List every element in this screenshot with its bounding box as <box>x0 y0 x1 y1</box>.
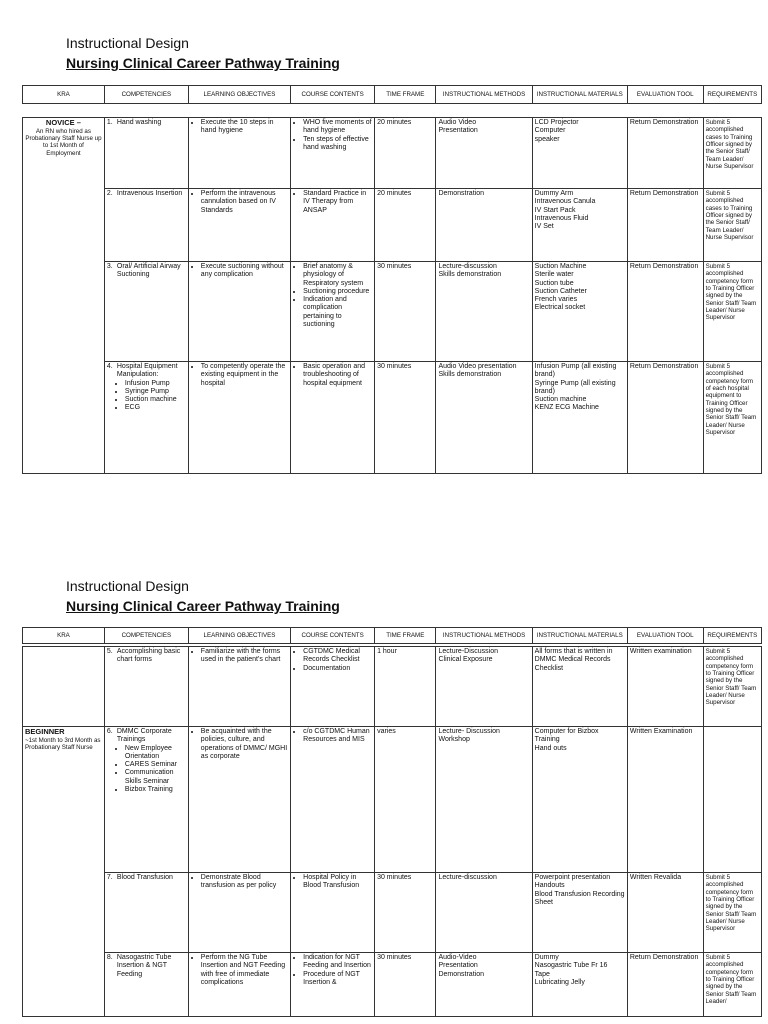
methods-cell: Audio Video Presentation <box>436 118 532 189</box>
column-header-instructional-methods: INSTRUCTIONAL METHODS <box>436 86 532 104</box>
objectives-cell: • Demonstrate Blood transfusion as per policy <box>188 873 290 953</box>
column-header-time-frame: TIME FRAME <box>375 86 436 104</box>
table-row <box>23 727 762 873</box>
contents-cell: • c/o CGTDMC Human Resources and MIS <box>291 727 375 873</box>
contents-cell: • Basic operation and troubleshooting of hospital equipment <box>291 362 375 474</box>
kra-title: NOVICE – <box>45 118 81 127</box>
column-header-competencies: COMPETENCIES <box>104 86 188 104</box>
methods-cell: Lecture-Discussion Clinical Exposure <box>436 647 532 727</box>
materials-cell: Dummy Arm Intravenous Canula IV Start Pack Intravenous Fluid IV Set <box>532 189 627 262</box>
column-header-learning-objectives: LEARNING OBJECTIVES <box>188 628 290 644</box>
time-cell: 20 minutes <box>375 118 436 189</box>
objectives-cell: • Execute suctioning without any complication <box>188 262 290 362</box>
column-header-learning-objectives: LEARNING OBJECTIVES <box>188 86 290 104</box>
materials-cell: Computer for Bizbox Training Hand outs <box>532 727 627 873</box>
column-header-instructional-methods: INSTRUCTIONAL METHODS <box>436 628 532 644</box>
requirements-cell: Submit 5 accomplished competency form to Training Officer signed by the Senior Staff/ Team Leader/ Nurse Supervisor <box>703 873 761 953</box>
column-header-course-contents: COURSE CONTENTS <box>291 86 375 104</box>
kra-title: BEGINNER <box>25 727 65 736</box>
time-cell: 30 minutes <box>375 953 436 1017</box>
document-subtitle: Nursing Clinical Career Pathway Training <box>66 598 340 614</box>
novice-table <box>22 117 762 474</box>
table-row <box>23 262 762 362</box>
evaluation-cell: Return Demonstration <box>627 953 703 1017</box>
column-header-evaluation-tool: EVALUATION TOOL <box>627 628 703 644</box>
evaluation-cell: Return Demonstration <box>627 262 703 362</box>
column-header-instructional-materials: INSTRUCTIONAL MATERIALS <box>532 628 627 644</box>
competency-cell: 4. Hospital Equipment Manipulation: • Infusion Pump • Syringe Pump • Suction machine • ECG <box>104 362 188 474</box>
kra-novice <box>23 118 105 474</box>
evaluation-cell: Return Demonstration <box>627 362 703 474</box>
evaluation-cell: Written examination <box>627 647 703 727</box>
time-cell: varies <box>375 727 436 873</box>
objectives-cell: • Familiarize with the forms used in the patient's chart <box>188 647 290 727</box>
beginner-table <box>22 646 762 1017</box>
requirements-cell <box>703 727 761 873</box>
kra-description: ~1st Month to 3rd Month as Probationary Staff Nurse <box>25 736 101 752</box>
column-header-kra: KRA <box>23 86 105 104</box>
objectives-cell: • Be acquainted with the policies, culture, and operations of DMMC/ MGHI as corporate <box>188 727 290 873</box>
time-cell: 20 minutes <box>375 189 436 262</box>
column-header-competencies: COMPETENCIES <box>104 628 188 644</box>
materials-cell: LCD Projector Computer speaker <box>532 118 627 189</box>
requirements-cell: Submit 5 accomplished competency form to Training Officer signed by the Senior Staff/ Team Leader/ <box>703 953 761 1017</box>
competency-cell: 7. Blood Transfusion <box>104 873 188 953</box>
column-header-requirements: REQUIREMENTS <box>703 628 761 644</box>
column-header-table <box>22 627 762 644</box>
table-row <box>23 189 762 262</box>
document-subtitle: Nursing Clinical Career Pathway Training <box>66 55 340 71</box>
contents-cell: • Indication for NGT Feeding and Insertion • Procedure of NGT Insertion & <box>291 953 375 1017</box>
competency-cell: 8. Nasogastric Tube Insertion & NGT Feeding <box>104 953 188 1017</box>
materials-cell: All forms that is written in DMMC Medical Records Checklist <box>532 647 627 727</box>
materials-cell: Suction Machine Sterile water Suction tube Suction Catheter French varies Electrical socket <box>532 262 627 362</box>
evaluation-cell: Return Demonstration <box>627 118 703 189</box>
contents-cell: • Standard Practice in IV Therapy from ANSAP <box>291 189 375 262</box>
objectives-cell: • Perform the intravenous cannulation based on IV Standards <box>188 189 290 262</box>
column-header-kra: KRA <box>23 628 105 644</box>
requirements-cell: Submit 5 accomplished competency form to Training Officer signed by the Senior Staff/ Team Leader/ Nurse Supervisor <box>703 262 761 362</box>
evaluation-cell: Written Examination <box>627 727 703 873</box>
competency-cell: 3. Oral/ Artificial Airway Suctioning <box>104 262 188 362</box>
requirements-cell: Submit 5 accomplished competency form to Training Officer signed by the Senior Staff/ Team Leader/ Nurse Supervisor <box>703 647 761 727</box>
evaluation-cell: Return Demonstration <box>627 189 703 262</box>
kra-description: An RN who hired as Probationary Staff Nurse up to 1st Month of Employment <box>25 127 102 157</box>
table-row <box>23 873 762 953</box>
methods-cell: Lecture-discussion <box>436 873 532 953</box>
contents-cell: • Hospital Policy in Blood Transfusion <box>291 873 375 953</box>
materials-cell: Powerpoint presentation Handouts Blood Transfusion Recording Sheet <box>532 873 627 953</box>
competency-cell: 6. DMMC Corporate Trainings • New Employee Orientation • CARES Seminar • Communication Skills Seminar • Bizbox Training <box>104 727 188 873</box>
requirements-cell: Submit 5 accomplished competency form of each hospital equipment to Training Officer signed by the Senior Staff/ Team Leader/ Nurse Supervisor <box>703 362 761 474</box>
materials-cell: Dummy Nasogastric Tube Fr 16 Tape Lubricating Jelly <box>532 953 627 1017</box>
time-cell: 30 minutes <box>375 362 436 474</box>
evaluation-cell: Written Revalida <box>627 873 703 953</box>
methods-cell: Audio-Video Presentation Demonstration <box>436 953 532 1017</box>
objectives-cell: • Perform the NG Tube Insertion and NGT Feeding with free of immediate complications <box>188 953 290 1017</box>
column-header-time-frame: TIME FRAME <box>375 628 436 644</box>
requirements-cell: Submit 5 accomplished cases to Training Officer signed by the Senior Staff/ Team Leader/ Nurse Supervisor <box>703 189 761 262</box>
requirements-cell: Submit 5 accomplished cases to Training Officer signed by the Senior Staff/ Team Leader/ Nurse Supervisor <box>703 118 761 189</box>
methods-cell: Lecture-discussion Skills demonstration <box>436 262 532 362</box>
kra-beginner <box>23 727 105 1017</box>
methods-cell: Demonstration <box>436 189 532 262</box>
document-title: Instructional Design <box>66 578 189 594</box>
contents-cell: • Brief anatomy & physiology of Respiratory system • Suctioning procedure • Indication and complication pertaining to suctioning <box>291 262 375 362</box>
competency-cell: 1. Hand washing <box>104 118 188 189</box>
competency-cell: 5. Accomplishing basic chart forms <box>104 647 188 727</box>
objectives-cell: • To competently operate the existing equipment in the hospital <box>188 362 290 474</box>
table-row <box>23 953 762 1017</box>
objectives-cell: • Execute the 10 steps in hand hygiene <box>188 118 290 189</box>
column-header-instructional-materials: INSTRUCTIONAL MATERIALS <box>532 86 627 104</box>
column-header-table <box>22 85 762 104</box>
table-row <box>23 647 762 727</box>
methods-cell: Lecture- Discussion Workshop <box>436 727 532 873</box>
competency-cell: 2. Intravenous Insertion <box>104 189 188 262</box>
materials-cell: Infusion Pump (all existing brand) Syringe Pump (all existing brand) Suction machine KENZ ECG Machine <box>532 362 627 474</box>
column-header-requirements: REQUIREMENTS <box>703 86 761 104</box>
contents-cell: • CGTDMC Medical Records Checklist • Documentation <box>291 647 375 727</box>
column-header-course-contents: COURSE CONTENTS <box>291 628 375 644</box>
time-cell: 30 minutes <box>375 262 436 362</box>
kra-empty-cell <box>23 647 105 727</box>
methods-cell: Audio Video presentation Skills demonstration <box>436 362 532 474</box>
document-title: Instructional Design <box>66 35 189 51</box>
contents-cell: • WHO five moments of hand hygiene • Ten steps of effective hand washing <box>291 118 375 189</box>
time-cell: 1 hour <box>375 647 436 727</box>
time-cell: 30 minutes <box>375 873 436 953</box>
table-row <box>23 362 762 474</box>
column-header-evaluation-tool: EVALUATION TOOL <box>627 86 703 104</box>
table-row <box>23 118 762 189</box>
